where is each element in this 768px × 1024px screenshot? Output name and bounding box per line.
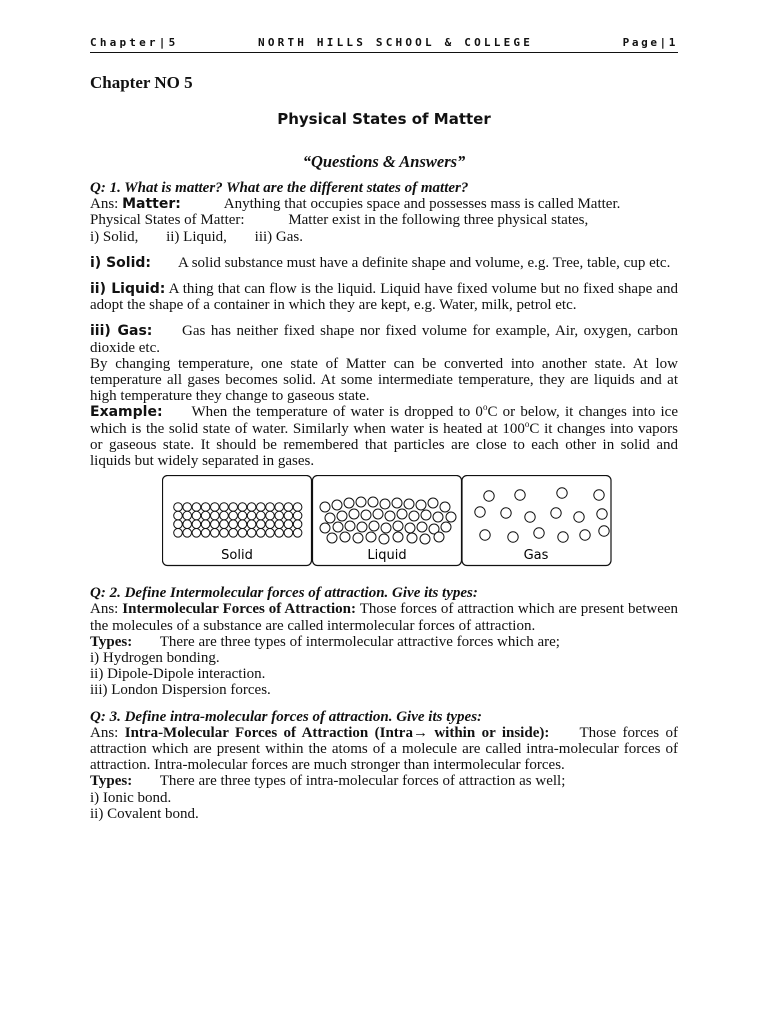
particle — [201, 520, 210, 529]
particle — [361, 510, 371, 520]
particle — [320, 523, 330, 533]
types-text: There are three types of intra-molecular forces of attraction as well; — [159, 773, 566, 790]
intermolecular-term: Intermolecular Forces of Attraction: — [122, 601, 357, 618]
particle — [174, 520, 183, 529]
particle — [201, 512, 210, 521]
header-chapter: Chapter|5 — [90, 36, 179, 49]
particle — [284, 512, 293, 521]
particle — [257, 512, 266, 521]
particle — [238, 503, 247, 512]
particle — [266, 503, 275, 512]
answer-prefix: Ans: — [90, 724, 119, 741]
particle — [366, 532, 376, 542]
types-term: Types: — [90, 773, 133, 790]
list-item: i) Hydrogen bonding. — [90, 650, 220, 667]
particle — [275, 529, 284, 538]
particle — [379, 534, 389, 544]
liquid-particles — [320, 497, 456, 544]
example-text-1: When the temperature of water is dropped to 0 — [191, 404, 483, 421]
particle — [247, 512, 256, 521]
question-3: Q: 3. Define intra-molecular forces of attraction. Give its types: — [90, 708, 483, 725]
particle — [340, 532, 350, 542]
particle — [229, 520, 238, 529]
particle — [475, 507, 485, 517]
particle — [183, 520, 192, 529]
particle — [247, 520, 256, 529]
particle — [515, 490, 525, 500]
solid-definition — [90, 255, 678, 271]
header-page-number: Page|1 — [622, 36, 678, 49]
particle — [405, 523, 415, 533]
intramolecular-term: Intra-Molecular Forces of Attraction (Intra — [124, 724, 413, 741]
question-2: Q: 2. Define Intermolecular forces of attraction. Give its types: — [90, 585, 478, 602]
particle — [580, 530, 590, 540]
particle — [211, 529, 220, 538]
types-text: There are three types of intermolecular attractive forces which are; — [159, 633, 560, 650]
particle — [229, 529, 238, 538]
intramolecular-term-tail: within or inside): — [434, 724, 550, 741]
liquid-term: ii) Liquid: — [90, 281, 166, 298]
particle — [441, 522, 451, 532]
particle — [284, 503, 293, 512]
particle — [284, 529, 293, 538]
particle — [380, 499, 390, 509]
example-paragraph — [90, 404, 678, 469]
particle — [333, 522, 343, 532]
liquid-label: Liquid — [367, 548, 407, 564]
particle — [369, 521, 379, 531]
particle — [211, 512, 220, 521]
particle — [420, 534, 430, 544]
state-gas: iii) Gas. — [254, 228, 303, 245]
intermolecular-types — [90, 634, 678, 650]
particle — [320, 502, 330, 512]
particle — [337, 511, 347, 521]
particle — [257, 520, 266, 529]
particle — [409, 511, 419, 521]
particle — [220, 520, 229, 529]
particle — [183, 512, 192, 521]
particle — [266, 512, 275, 521]
particle — [397, 509, 407, 519]
matter-definition — [90, 196, 678, 212]
particle — [558, 532, 568, 542]
particle — [349, 509, 359, 519]
intramolecular-types — [90, 773, 678, 789]
particle — [393, 532, 403, 542]
intramolecular-definition-text: Those forces of attraction which are present within the atoms of a molecule are called intra-molecular forces of attraction. Intra-molecular forces are much stronger than intermolecular forces. — [90, 724, 679, 774]
particle — [353, 533, 363, 543]
gas-label: Gas — [523, 548, 549, 564]
solid-term: i) Solid: — [90, 254, 151, 271]
physical-states-line — [90, 212, 678, 228]
states-label: Physical States of Matter: — [90, 212, 245, 229]
particle — [392, 498, 402, 508]
particle — [421, 510, 431, 520]
particle — [275, 512, 284, 521]
degree-symbol: o — [482, 402, 488, 413]
document-body — [90, 180, 678, 822]
particle — [275, 503, 284, 512]
particle — [266, 529, 275, 538]
particle — [192, 512, 201, 521]
particle — [192, 529, 201, 538]
particle — [332, 500, 342, 510]
particle — [229, 512, 238, 521]
particle — [174, 512, 183, 521]
solid-label: Solid — [221, 548, 253, 564]
particle — [293, 503, 302, 512]
particle — [356, 497, 366, 507]
particle — [266, 520, 275, 529]
particle — [293, 512, 302, 521]
list-item: iii) London Dispersion forces. — [90, 682, 271, 699]
particle — [275, 520, 284, 529]
particle — [574, 512, 584, 522]
states-text: Matter exist in the following three physical states, — [288, 212, 589, 229]
particle — [211, 503, 220, 512]
particle — [373, 509, 383, 519]
particle — [201, 503, 210, 512]
question-1: Q: 1. What is matter? What are the different states of matter? — [90, 180, 469, 196]
particle — [484, 491, 494, 501]
matter-term: Matter: — [122, 196, 181, 213]
solid-definition-text: A solid substance must have a definite shape and volume, e.g. Tree, table, cup etc. — [177, 254, 671, 271]
particle — [404, 499, 414, 509]
header-school-name: NORTH HILLS SCHOOL & COLLEGE — [258, 36, 534, 49]
particle — [293, 529, 302, 538]
particle — [416, 500, 426, 510]
states-of-matter-diagram — [162, 475, 612, 567]
particle — [257, 503, 266, 512]
particle — [393, 521, 403, 531]
gas-term: iii) Gas: — [90, 323, 153, 340]
page-subtitle: “Questions & Answers” — [302, 152, 466, 171]
gas-definition — [90, 323, 678, 355]
particle — [525, 512, 535, 522]
particle — [551, 508, 561, 518]
intramolecular-definition — [90, 725, 678, 774]
particle — [192, 503, 201, 512]
page-header — [90, 34, 678, 52]
state-liquid: ii) Liquid, — [166, 228, 227, 245]
state-solid: i) Solid, — [90, 228, 139, 245]
example-text-3: C it changes into vapors or gaseous state. It should be remembered that particles are close to each other in solid and liquids but widely separated in gases. — [90, 420, 678, 470]
particle — [327, 533, 337, 543]
particle — [597, 509, 607, 519]
particle — [381, 523, 391, 533]
particle — [201, 529, 210, 538]
particle — [440, 502, 450, 512]
particle — [238, 512, 247, 521]
particle — [284, 520, 293, 529]
example-text-2: C or below, it changes into ice which is the solid state of water. Similarly when water is heated at 100 — [90, 404, 678, 437]
arrow-icon: → — [412, 724, 428, 741]
particle — [357, 522, 367, 532]
particle — [183, 529, 192, 538]
particle — [220, 529, 229, 538]
particle — [434, 532, 444, 542]
particle — [220, 512, 229, 521]
particle — [174, 529, 183, 538]
particle — [508, 532, 518, 542]
particle — [238, 520, 247, 529]
degree-symbol: o — [524, 418, 530, 429]
gas-definition-text: Gas has neither fixed shape nor fixed volume for example, Air, oxygen, carbon dioxide etc. — [90, 323, 678, 356]
particle — [344, 498, 354, 508]
list-item: ii) Dipole-Dipole interaction. — [90, 666, 266, 683]
liquid-definition — [90, 281, 678, 313]
particle — [229, 503, 238, 512]
header-divider — [90, 52, 678, 53]
liquid-definition-text: A thing that can flow is the liquid. Liquid have fixed volume but no fixed shape and adopt the shape of a container in which they are kept, e.g. Water, milk, petrol etc. — [90, 281, 678, 314]
intermolecular-definition — [90, 601, 678, 633]
intermolecular-definition-text: Those forces of attraction which are present between the molecules of a substance are called intermolecular forces of attraction. — [90, 601, 679, 634]
state-conversion-text: By changing temperature, one state of Matter can be converted into another state. At low temperature all gases becomes solid. At some intermediate temperature, they are liquids and at high temperature they change to gaseous state. — [90, 355, 678, 405]
answer-prefix: Ans: — [90, 601, 119, 618]
particle — [501, 508, 511, 518]
example-term: Example: — [90, 404, 163, 421]
particle — [480, 530, 490, 540]
particle — [293, 520, 302, 529]
particle — [433, 512, 443, 522]
particle — [257, 529, 266, 538]
particle — [534, 528, 544, 538]
page-title: Physical States of Matter — [277, 110, 491, 128]
particle — [446, 512, 456, 522]
list-item: i) Ionic bond. — [90, 789, 172, 806]
particle — [557, 488, 567, 498]
particle — [192, 520, 201, 529]
particle — [183, 503, 192, 512]
chapter-label: Chapter NO 5 — [90, 73, 193, 92]
list-item: ii) Covalent bond. — [90, 805, 199, 822]
particle — [247, 503, 256, 512]
particle — [428, 498, 438, 508]
particle — [599, 526, 609, 536]
answer-prefix: Ans: — [90, 196, 119, 213]
particle — [247, 529, 256, 538]
states-list — [90, 229, 678, 245]
particle — [238, 529, 247, 538]
particle — [417, 522, 427, 532]
particle — [345, 521, 355, 531]
particle — [368, 497, 378, 507]
particle — [594, 490, 604, 500]
particle — [211, 520, 220, 529]
particle — [407, 533, 417, 543]
particle — [385, 511, 395, 521]
particle — [220, 503, 229, 512]
particle — [325, 513, 335, 523]
particle — [174, 503, 183, 512]
matter-definition-text: Anything that occupies space and possesses mass is called Matter. — [223, 196, 621, 213]
types-term: Types: — [90, 633, 133, 650]
